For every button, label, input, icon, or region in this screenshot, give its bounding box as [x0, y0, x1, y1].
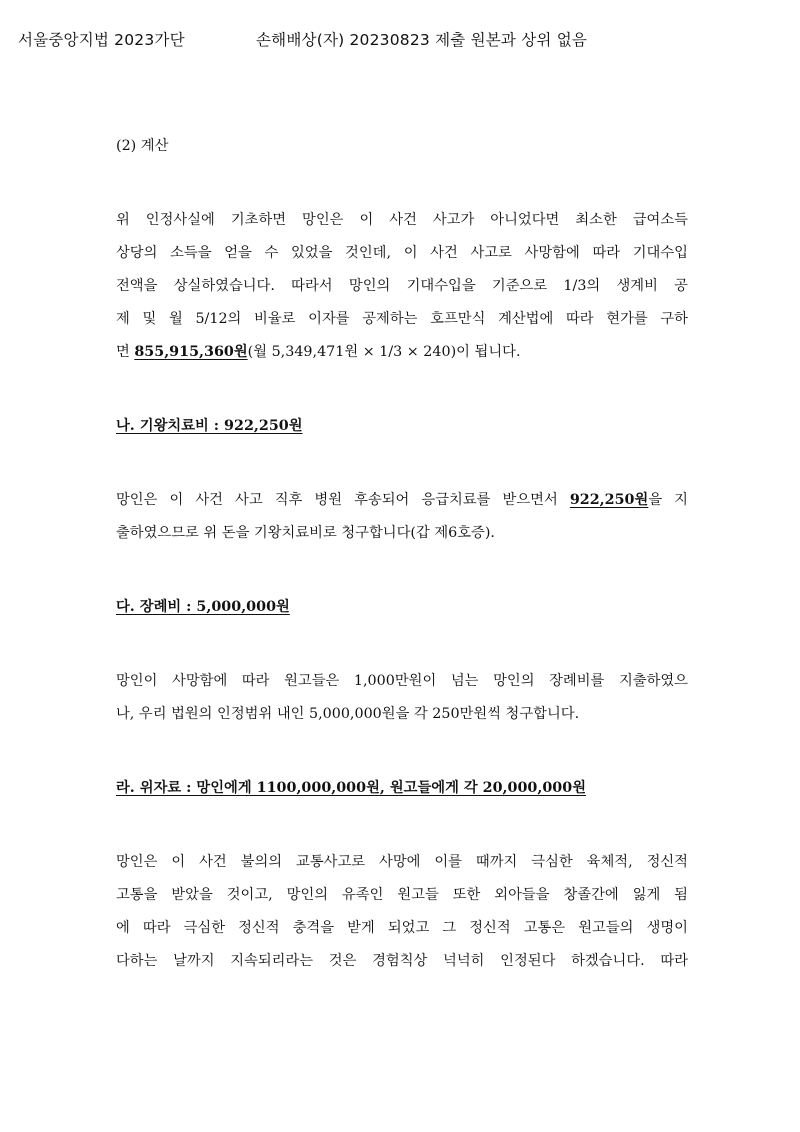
document-body: [116, 130, 688, 978]
medical-paragraph: [116, 484, 688, 550]
paragraph-line: 제 및 월 5/12의 비율로 이자를 공제하는 호프만식 계산법에 따라 현가를 구하: [116, 311, 688, 327]
spacer: [116, 624, 688, 665]
line-text: 면: [116, 344, 135, 360]
line-text: 망인은 이 사건 사고 직후 병원 후송되어 응급치료를 받으면서: [116, 492, 570, 508]
spacer: [116, 369, 688, 410]
paragraph-line: [116, 336, 688, 369]
paragraph-line: 에 따라 극심한 정신적 충격을 받게 되었고 그 정신적 고통은 원고들의 생명이: [116, 920, 688, 936]
paragraph-line: 다하는 날까지 지속되리라는 것은 경험칙상 넉넉히 인정된다 하겠습니다. 따라: [116, 953, 688, 969]
medical-heading: 나. 기왕치료비 : 922,250원: [116, 418, 303, 434]
paragraph-line: 고통을 받았을 것이고, 망인의 유족인 원고들 또한 외아들을 창졸간에 잃게 됨: [116, 887, 688, 903]
paragraph-line: 위 인정사실에 기초하면 망인은 이 사건 사고가 아니었다면 최소한 급여소득: [116, 212, 688, 228]
medical-amount: 922,250원: [569, 492, 649, 508]
calc-paragraph: [116, 204, 688, 369]
paragraph-line: [116, 484, 688, 517]
spacer: [116, 443, 688, 484]
calc-subheading: (2) 계산: [116, 138, 169, 154]
lost-income-amount: 855,915,360원: [134, 344, 248, 360]
paragraph-line: 망인은 이 사건 불의의 교통사고로 사망에 이를 때까지 극심한 육체적, 정신적: [116, 854, 688, 870]
paragraph-line: 망인이 사망함에 따라 원고들은 1,000만원이 넘는 망인의 장례비를 지출하였으: [116, 673, 688, 689]
line-text: (월 5,349,471원 × 1/3 × 240)이 됩니다.: [247, 344, 521, 360]
paragraph-line: 출하였으므로 위 돈을 기왕치료비로 청구합니다(갑 제6호증).: [116, 525, 495, 541]
line-text: 을 지: [648, 492, 688, 508]
spacer: [116, 805, 688, 846]
funeral-paragraph: [116, 665, 688, 731]
spacer: [116, 550, 688, 591]
paragraph-line: 나, 우리 법원의 인정범위 내인 5,000,000원을 각 250만원씩 청구합니다.: [116, 706, 580, 722]
funeral-heading: 다. 장례비 : 5,000,000원: [116, 599, 290, 615]
paragraph-line: 상당의 소득을 얻을 수 있었을 것인데, 이 사건 사고로 사망함에 따라 기대수입: [116, 245, 688, 261]
consolation-heading: 라. 위자료 : 망인에게 1100,000,000원, 원고들에게 각 20,000,000원: [116, 780, 587, 796]
paragraph-line: 전액을 상실하였습니다. 따라서 망인의 기대수입을 기준으로 1/3의 생계비 공: [116, 278, 688, 294]
case-court-label: 서울중앙지법 2023가단: [18, 31, 185, 49]
document-caption: 손해배상(자) 20230823 제출 원본과 상위 없음: [256, 31, 588, 49]
spacer: [116, 731, 688, 772]
spacer: [116, 163, 688, 204]
consolation-paragraph: [116, 846, 688, 978]
